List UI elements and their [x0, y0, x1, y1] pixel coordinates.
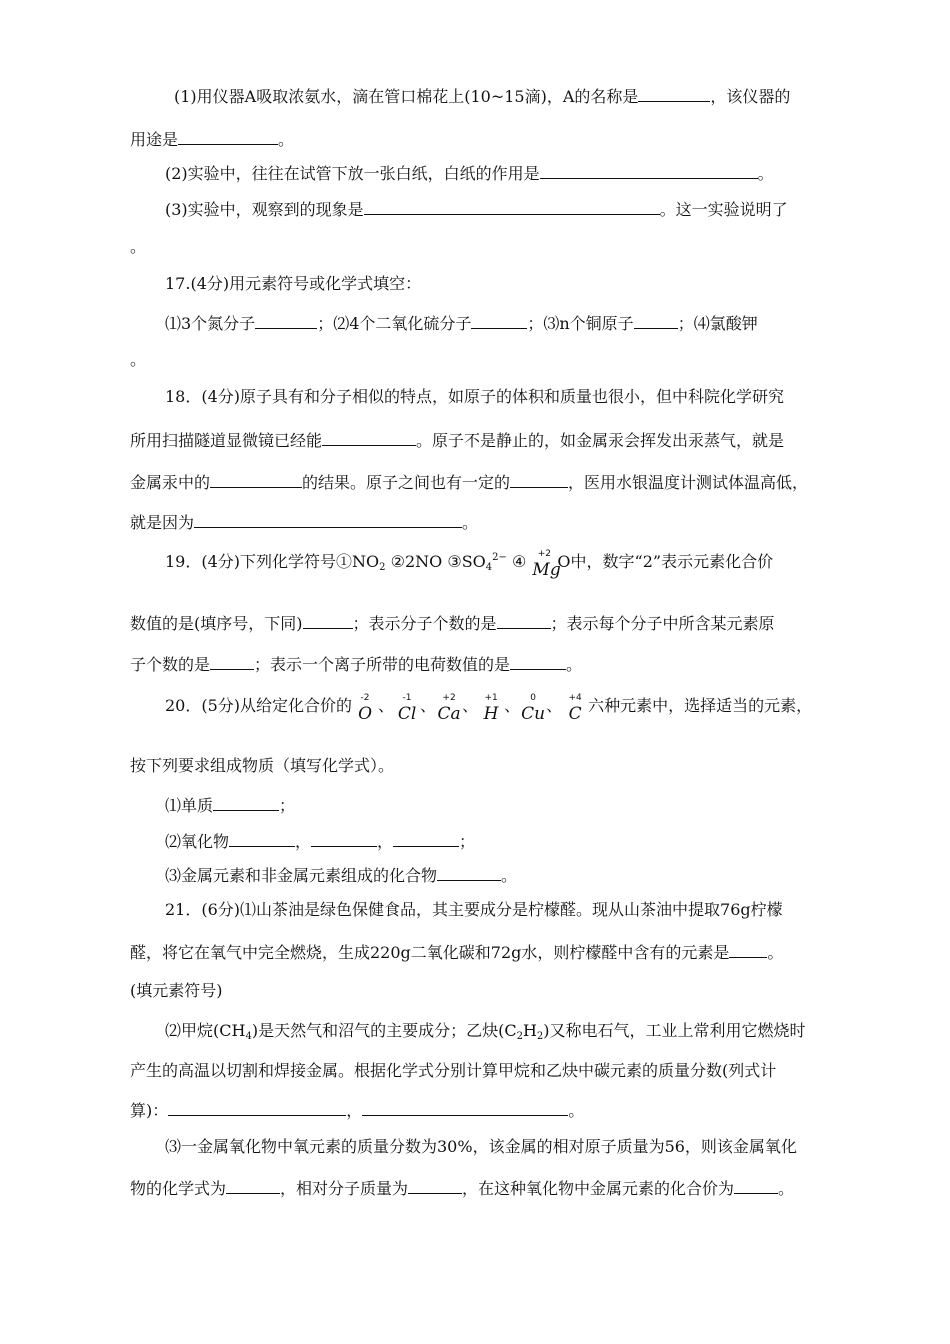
text: ④: [506, 552, 532, 571]
answer-blank[interactable]: [729, 940, 767, 958]
text: 20．(5分)从给定化合价的: [165, 696, 353, 715]
text: ；表示分子个数的是: [352, 614, 497, 633]
valence: +4: [568, 693, 582, 703]
answer-blank[interactable]: [226, 1176, 280, 1194]
q21-line-3: [130, 980, 223, 1002]
q21-line-1: [165, 899, 783, 921]
text: ②2NO ③SO: [385, 552, 486, 571]
text: ，相对分子质量为: [280, 1179, 409, 1198]
text: 用途是: [130, 130, 179, 149]
separator: 、: [378, 696, 395, 715]
text: H: [522, 1021, 537, 1040]
text: 金属汞中的: [130, 473, 211, 492]
q18-line-2: [130, 428, 784, 452]
text: 。: [501, 866, 518, 885]
element-symbol: Cu: [521, 704, 546, 724]
valence: 0: [530, 693, 536, 703]
text: O中，数字“2”表示元素化合价: [557, 552, 774, 571]
valence-symbol: [395, 693, 419, 724]
text: 。: [767, 943, 784, 962]
text: 17.(4分)用元素符号或化学式填空：: [165, 274, 422, 293]
q17-line-1: [165, 311, 758, 335]
answer-blank[interactable]: [510, 470, 568, 488]
separator: 、: [504, 696, 521, 715]
element-symbol: C: [568, 704, 582, 724]
text: 。: [566, 655, 583, 674]
text: 。这一实验说明了: [659, 200, 788, 219]
answer-blank[interactable]: [255, 311, 317, 329]
text: ⑵甲烷(CH: [165, 1021, 246, 1040]
element-symbol: Mg: [532, 560, 561, 580]
text: 按下列要求组成物质（填写化学式）。: [130, 756, 395, 775]
text: ⑶金属元素和非金属元素组成的化合物: [165, 866, 438, 885]
valence-symbol: [521, 693, 546, 724]
answer-blank[interactable]: [540, 161, 758, 179]
q16-line-1: [174, 84, 790, 108]
q20-line-4: [165, 829, 475, 853]
valence-element-list: [352, 693, 588, 724]
answer-blank[interactable]: [322, 428, 416, 446]
answer-blank[interactable]: [393, 829, 459, 847]
separator: 、: [546, 696, 563, 715]
superscript: 2−: [492, 552, 507, 563]
text: 。原子不是静止的，如金属汞会挥发出汞蒸气，就是: [416, 431, 785, 450]
text: 六种元素中，选择适当的元素，: [588, 696, 813, 715]
q17-heading: [165, 273, 421, 295]
valence: -1: [402, 693, 412, 703]
text: 。: [778, 1179, 795, 1198]
text: ，在这种氧化物中金属元素的化合价为: [462, 1179, 735, 1198]
subscript: 4: [485, 562, 493, 573]
text: ；表示一个离子所带的电荷数值的是: [254, 655, 511, 674]
answer-blank[interactable]: [497, 611, 551, 629]
text: ，: [346, 1101, 363, 1120]
q20-line-3: [165, 793, 295, 817]
text: 所用扫描隧道显微镜已经能: [130, 431, 323, 450]
element-symbol: O: [358, 704, 372, 724]
text: ；: [279, 796, 296, 815]
text: 18．(4分)原子具有和分子相似的特点，如原子的体积和质量也很小，但中科院化学研究: [165, 387, 785, 406]
valence-symbol: [353, 693, 377, 724]
q21-line-6: [130, 1098, 584, 1122]
text: ⑵氧化物: [165, 832, 230, 851]
answer-blank[interactable]: [210, 470, 302, 488]
q21-line-7: [165, 1136, 797, 1158]
text: 就是因为: [130, 513, 195, 532]
text: 的结果。原子之间也有一定的: [302, 473, 511, 492]
text: ，该仪器的: [710, 87, 791, 106]
text: 数值的是(填序号，下同): [130, 614, 303, 633]
text: )是天然气和沼气的主要成分；乙炔(C: [251, 1021, 517, 1040]
text: (3)实验中，观察到的现象是: [165, 200, 364, 219]
text: 。: [130, 350, 147, 369]
answer-blank[interactable]: [168, 1098, 346, 1116]
answer-blank[interactable]: [437, 863, 501, 881]
q21-line-5: [130, 1060, 776, 1082]
q21-line-8: [130, 1176, 794, 1200]
q20-line-2: [130, 755, 394, 777]
valence: +2: [537, 549, 552, 559]
text: ；⑷氯酸钾: [677, 314, 758, 333]
q18-line-1: [165, 386, 784, 408]
text: ⑴3个氮分子: [165, 314, 256, 333]
answer-blank[interactable]: [303, 611, 353, 629]
text: 醛，将它在氧气中完全燃烧，生成220g二氧化碳和72g水，则柠檬醛中含有的元素是: [130, 943, 730, 962]
answer-blank[interactable]: [510, 652, 566, 670]
q18-line-4: [130, 510, 478, 534]
text: ；⑵4个二氧化硫分子: [317, 314, 472, 333]
subscript: 2: [536, 1031, 544, 1042]
subscript: 4: [245, 1031, 252, 1042]
text: ⑶一金属氧化物中氧元素的质量分数为30%，该金属的相对原子质量为56，则该金属氧化: [165, 1137, 797, 1156]
answer-blank[interactable]: [229, 829, 295, 847]
text: ，医用水银温度计测试体温高低，: [568, 473, 809, 492]
answer-blank[interactable]: [364, 197, 660, 215]
separator: 、: [420, 696, 437, 715]
q19-line-3: [130, 652, 582, 676]
answer-blank[interactable]: [634, 311, 678, 329]
text: 19．(4分)下列化学符号①NO: [165, 552, 380, 571]
valence-symbol: [532, 549, 561, 580]
text: 产生的高温以切割和焊接金属。根据化学式分别计算甲烷和乙炔中碳元素的质量分数(列式计: [130, 1061, 777, 1080]
answer-blank[interactable]: [362, 1098, 568, 1116]
text: ⑴单质: [165, 796, 214, 815]
valence: +1: [484, 693, 498, 703]
q19-line-1: [165, 549, 774, 580]
valence-symbol: [437, 693, 461, 724]
answer-blank[interactable]: [210, 652, 254, 670]
q16-line-3: [165, 161, 774, 185]
text: ；: [459, 832, 476, 851]
text: ；⑶n个铜原子: [527, 314, 634, 333]
q16-line-2: [130, 127, 294, 151]
text: 子个数的是: [130, 655, 211, 674]
q18-line-3: [130, 470, 808, 494]
q19-line-2: [130, 611, 775, 635]
q20-line-5: [165, 863, 517, 887]
valence-symbol: [479, 693, 503, 724]
element-symbol: Cl: [397, 704, 417, 724]
text: (2)实验中，往往在试管下放一张白纸，白纸的作用是: [165, 164, 540, 183]
text: ，: [295, 832, 312, 851]
text: 算)：: [130, 1101, 169, 1120]
answer-blank[interactable]: [178, 127, 278, 145]
answer-blank[interactable]: [194, 510, 462, 528]
q16-line-4: [165, 197, 788, 221]
text: 。: [278, 130, 295, 149]
text: 。: [462, 513, 479, 532]
text: 。: [130, 237, 147, 256]
subscript: 2: [379, 562, 386, 573]
text: (填元素符号): [130, 981, 223, 1000]
element-symbol: H: [483, 704, 499, 724]
text: ；表示每个分子中所含某元素原: [550, 614, 775, 633]
text: 21．(6分)⑴山茶油是绿色保健食品，其主要成分是柠檬醛。现从山茶油中提取76g柠檬: [165, 900, 783, 919]
q17-line-2: [130, 349, 146, 371]
text: 。: [568, 1101, 585, 1120]
q16-line-5: [130, 236, 146, 258]
answer-blank[interactable]: [734, 1176, 778, 1194]
text: )又称电石气，工业上常利用它燃烧时: [543, 1021, 806, 1040]
answer-blank[interactable]: [408, 1176, 462, 1194]
separator: 、: [462, 696, 479, 715]
text: 物的化学式为: [130, 1179, 227, 1198]
q21-line-2: [130, 940, 783, 964]
text: 。: [757, 164, 774, 183]
answer-blank[interactable]: [638, 84, 710, 102]
answer-blank[interactable]: [213, 793, 279, 811]
text: (1)用仪器A吸取浓氨水，滴在管口棉花上(10~15滴)，A的名称是: [174, 87, 639, 106]
subscript: 2: [516, 1031, 523, 1042]
answer-blank[interactable]: [471, 311, 527, 329]
valence: +2: [442, 693, 456, 703]
answer-blank[interactable]: [311, 829, 377, 847]
valence-symbol: [563, 693, 587, 724]
text: ，: [377, 832, 394, 851]
valence: -2: [360, 693, 370, 703]
q20-line-1: [165, 693, 813, 724]
q21-line-4: [165, 1020, 806, 1042]
element-symbol: Ca: [437, 704, 461, 724]
